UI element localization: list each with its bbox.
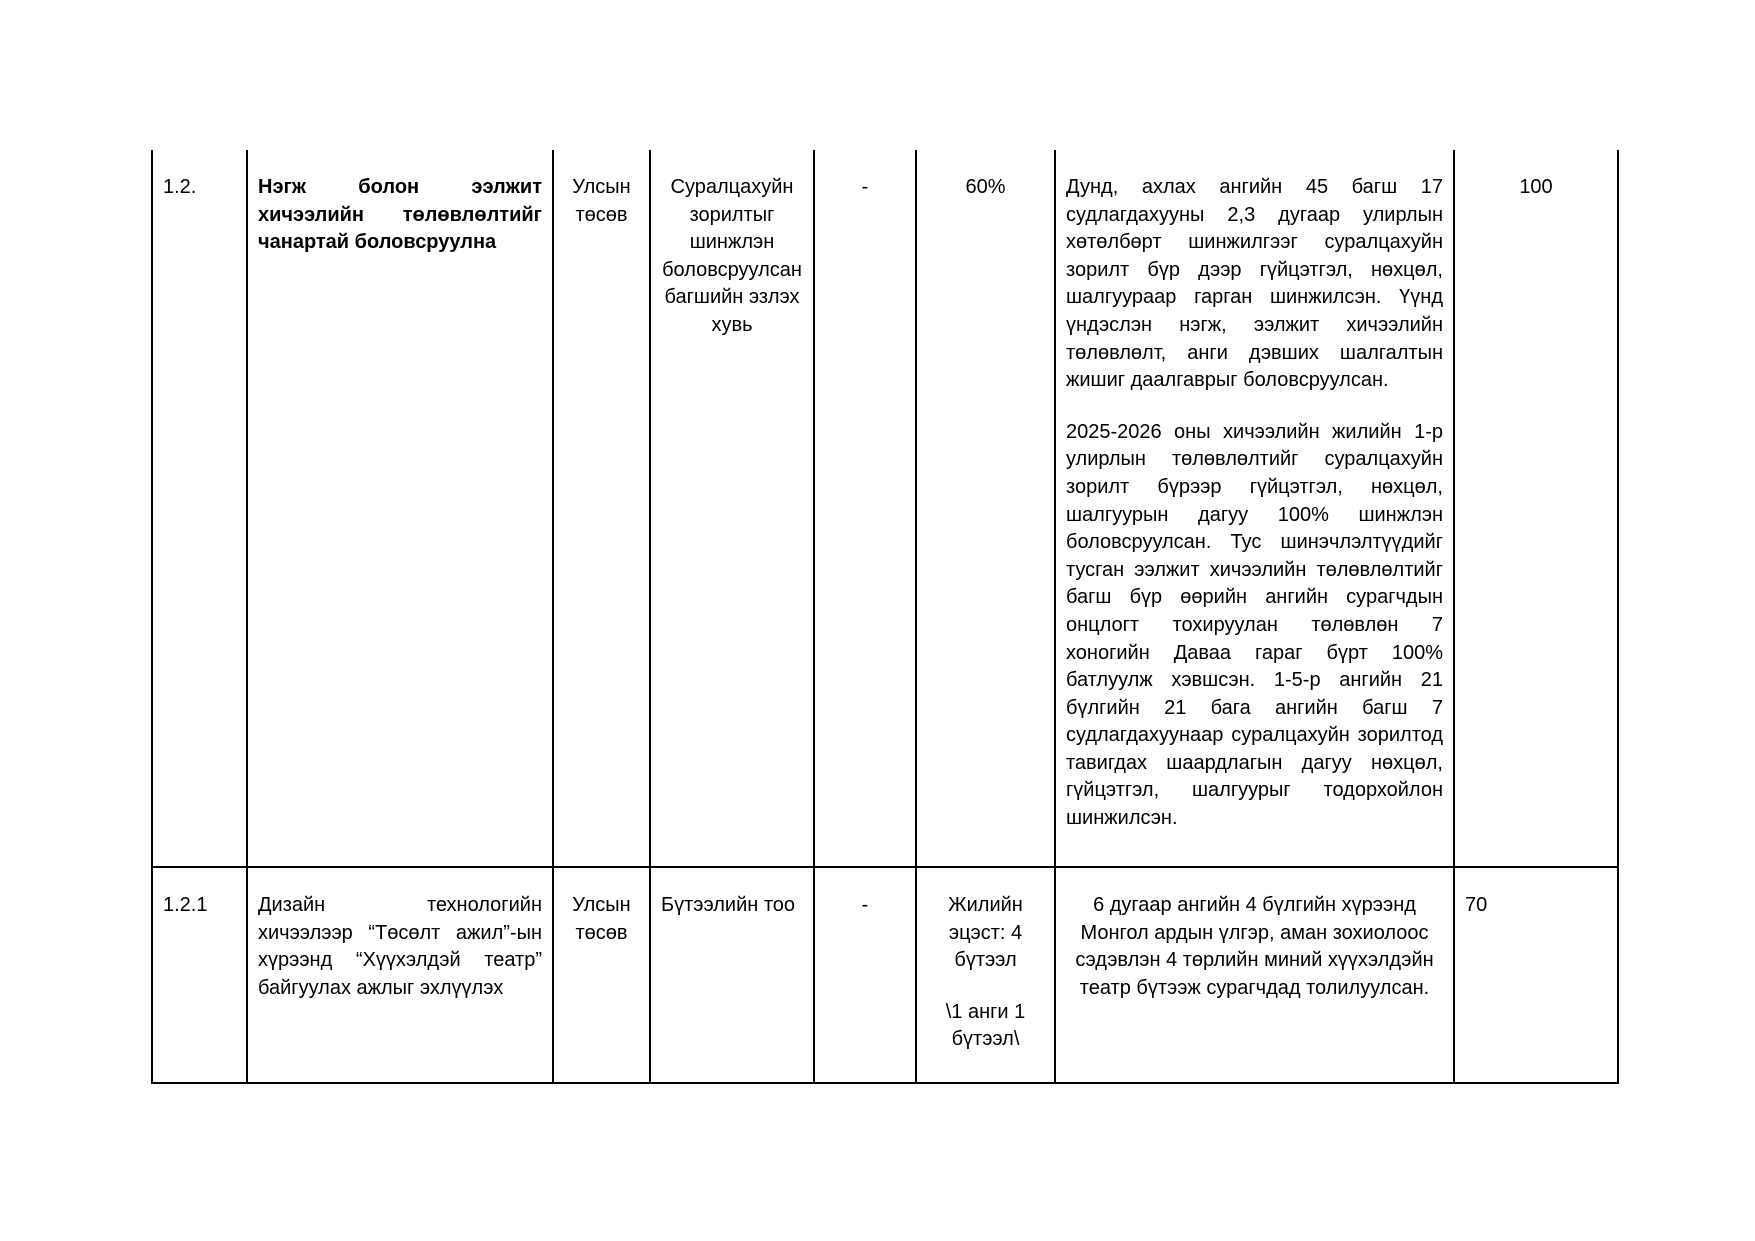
activity-cell: Нэгж болон ээлжит хичээлийн төлөвлөлтийг чанартай боловсруулна xyxy=(247,150,553,867)
score-cell: 100 xyxy=(1454,150,1618,867)
budget-source-cell: Улсын төсөв xyxy=(553,150,650,867)
activity-cell: Дизайн технологийн хичээлээр “Төсөлт ажил”-ын хүрээнд “Хүүхэлдэй театр” байгуулах ажлыг эхлүүлэх xyxy=(247,867,553,1083)
performance-cell xyxy=(1055,150,1454,867)
performance-cell xyxy=(1055,867,1454,1083)
table-row xyxy=(152,150,1618,867)
target-paragraph: Жилийн эцэст: 4 бүтээл xyxy=(948,894,1023,972)
score-cell: 70 xyxy=(1454,867,1618,1083)
row-number-cell: 1.2.1 xyxy=(152,867,247,1083)
baseline-cell: - xyxy=(814,150,916,867)
row-number-cell: 1.2. xyxy=(152,150,247,867)
performance-paragraph: 2025-2026 оны хичээлийн жилийн 1-р улирлын төлөвлөлтийг суралцахуйн зорилт бүрээр гүйцэтгэл, нөхцөл, шалгуурын дагуу 100% шинжлэн боловсруулсан. Тус шинэчлэлтүүдийг тусган ээлжит хичээлийн төлөвлөлтийг багш бүр өөрийн ангийн сурагчдын онцлогт тохируулан төлөвлөн 7 хоногийн Даваа гараг бүрт 100% батлуулж хэвшсэн. 1-5-р ангийн 21 бүлгийн 21 бага ангийн багш 7 судлагдахуунаар суралцахуйн зорилтод тавигдах шаардлагын дагуу нөхцөл, гүйцэтгэл, шалгуурыг тодорхойлон шинжилсэн. xyxy=(1066,420,1443,830)
target-paragraph: \1 анги 1 бүтээл\ xyxy=(945,1000,1026,1051)
performance-paragraph: Дунд, ахлах ангийн 45 багш 17 судлагдахууны 2,3 дугаар улирлын хөтөлбөрт шинжилгээг суралцахуйн зорилт бүр дээр гүйцэтгэл, нөхцөл, шалгуураар гарган шинжилсэн. Үүнд үндэслэн нэгж, ээлжит хичээлийн төлөвлөлт, анги дэвших шалгалтын жишиг даалгаврыг боловсруулсан. xyxy=(1066,176,1443,392)
indicator-cell: Бүтээлийн тоо xyxy=(650,867,814,1083)
table-row xyxy=(152,867,1618,1083)
budget-source-cell: Улсын төсөв xyxy=(553,867,650,1083)
target-cell xyxy=(916,867,1055,1083)
baseline-cell: - xyxy=(814,867,916,1083)
plan-table xyxy=(151,150,1619,1084)
performance-paragraph: 6 дугаар ангийн 4 бүлгийн хүрээнд Монгол ардын үлгэр, аман зохиолоос сэдэвлэн 4 төрлийн миний хүүхэлдэйн театр бүтээж сурагчдад толилуулсан. xyxy=(1075,894,1434,999)
target-cell: 60% xyxy=(916,150,1055,867)
indicator-cell: Суралцахуйн зорилтыг шинжлэн боловсруулсан багшийн эзлэх хувь xyxy=(650,150,814,867)
